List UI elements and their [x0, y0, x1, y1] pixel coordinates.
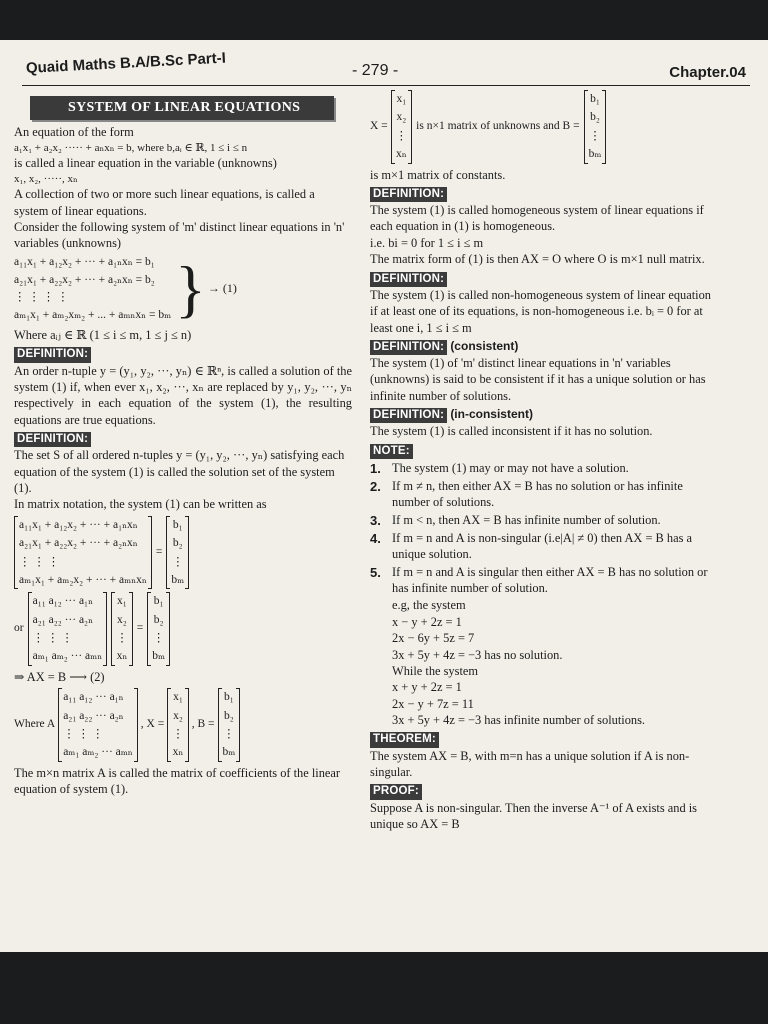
system-line: a₁₁x₁ + a₁₂x₂ + ··· + a₁ₙxₙ = b₁ — [14, 255, 155, 268]
b-description: is m×1 matrix of constants. — [370, 167, 506, 182]
linear-system-1 — [14, 254, 352, 325]
where-clause: Where aᵢⱼ ∈ ℝ (1 ≤ i ≤ m, 1 ≤ j ≤ n) — [14, 328, 192, 342]
x-vector: x₁ x₂ ⋮ xₙ — [111, 592, 133, 666]
coefficient-matrix-note: The m×n matrix A is called the matrix of coefficients of the linear equation of system (1). — [14, 765, 341, 797]
page-number: - 279 - — [352, 62, 399, 79]
definition-solution: An order n-tuple y = (y₁, y₂, ···, yₙ) ∈ ℝⁿ, is called a solution of the system (1) if, when ever x₁, x₂, ···, xₙ are replaced by y₁, y₂, ···, yₙ respectively in each equation of the system (1), the resulting equations are true equations. — [14, 363, 352, 427]
intro-equation: a₁x₁ + a₂x₂ ····· + aₙxₙ = b, where b,aᵢ ∈ ℝ, 1 ≤ i ≤ n — [14, 141, 248, 154]
equation-label-1: → (1) — [207, 281, 237, 296]
definition-consistent: The system (1) of 'm' distinct linear equations in 'n' variables (unknowns) is said to be consistent if it has a unique solution or has infinite number of solutions. — [370, 356, 706, 403]
section-banner: SYSTEM OF LINEAR EQUATIONS — [30, 96, 334, 120]
book-title: Quaid Maths B.A/B.Sc Part-I — [25, 49, 227, 77]
where-matrices: Where A a₁₁ a₁₂ ··· a₁ₙ a₂₁ a₂₂ ··· a₂ₙ ⋮ ⋮ ⋮ aₘ₁ aₘ₂ ··· aₘₙ , X = x₁ x₂ ⋮ xₙ , B = b₁ b₂ ⋮ bₘ — [14, 688, 352, 762]
list-item: 4. If m = n and A is non-singular (i.e|A| ≠ 0) then AX = B has a unique solution. — [370, 530, 693, 562]
example-label: While the system — [392, 663, 479, 678]
matrix-b: b₁ b₂ ⋮ bₘ — [218, 688, 241, 762]
definition-tag: DEFINITION: — [370, 187, 447, 202]
b-vector: b₁ b₂ ⋮ bₘ — [166, 516, 189, 590]
b-vector: b₁ b₂ ⋮ bₘ — [147, 592, 170, 666]
left-column — [14, 92, 352, 798]
page-header — [22, 50, 750, 86]
example-equation: 3x + 5y + 4z = −3 has no solution. — [392, 647, 563, 662]
chapter-label: Chapter.04 — [669, 64, 746, 81]
background-surface — [0, 952, 768, 1024]
matrix-notation-intro: In matrix notation, the system (1) can be written as — [14, 497, 267, 512]
example-equation: 3x + 5y + 4z = −3 has infinite number of solutions. — [392, 713, 646, 728]
definition-tag: DEFINITION: — [14, 347, 91, 362]
paragraph-collection: A collection of two or more such linear equations, is called a system of linear equations. — [14, 187, 315, 218]
example-equation: x − y + 2z = 1 — [392, 614, 462, 629]
matrix-row: ⋮ ⋮ ⋮ — [19, 555, 60, 568]
system-line: a₂₁x₁ + a₂₂x₂ + ··· + a₂ₙxₙ = b₂ — [14, 273, 155, 286]
equation-label-2: ⇒ AX = B ⟶ (2) — [14, 669, 105, 684]
matrix-form-1: a₁₁x₁ + a₁₂x₂ + ··· + a₁ₙxₙ a₂₁x₁ + a₂₂x₂ + ··· + a₂ₙxₙ ⋮ ⋮ ⋮ aₘ₁x₁ + aₘ₂x₂ + ··· + aₘₙxₙ = b₁ b₂ ⋮ bₘ — [14, 516, 352, 590]
variables-list: x₁, x₂, ·····, xₙ — [14, 172, 78, 185]
note-tag: NOTE: — [370, 444, 413, 459]
matrix-row: a₁₁x₁ + a₁₂x₂ + ··· + a₁ₙxₙ — [19, 518, 138, 531]
or-label: or — [14, 622, 24, 635]
x-description: is n×1 matrix of unknowns and B = — [416, 120, 580, 133]
theorem-text: The system AX = B, with m=n has a unique solution if A is non-singular. — [370, 748, 690, 780]
example-label: e.g, the system — [392, 598, 466, 613]
notes-list — [370, 460, 716, 597]
intro-text-2: is called a linear equation in the variable (unknowns) — [14, 156, 277, 171]
list-item: 5. If m = n and A is singular then either AX = B has no solution or has infinite number of solution. — [370, 564, 708, 596]
right-column — [370, 90, 716, 832]
list-item: 1. The system (1) may or may not have a solution. — [370, 460, 629, 476]
right-brace: } — [175, 253, 206, 325]
definition-homogeneous: The system (1) is called homogeneous system of linear equations if each equation in (1) is homogeneous. — [370, 203, 704, 234]
matrix-x: x₁ x₂ ⋮ xₙ — [391, 90, 413, 164]
system-line: ⋮ ⋮ ⋮ ⋮ — [14, 291, 69, 304]
definition-non-homogeneous: The system (1) is called non-homogeneous system of linear equation if at least one of its equations, is non-homogeneous i.e. bᵢ = 0 for at least one i, 1 ≤ i ≤ m — [370, 287, 712, 335]
coefficient-matrix: a₁₁ a₁₂ ··· a₁ₙ a₂₁ a₂₂ ··· a₂ₙ ⋮ ⋮ ⋮ aₘ₁ aₘ₂ ··· aₘₙ — [28, 592, 108, 666]
matrix-b: b₁ b₂ ⋮ bₘ — [584, 90, 607, 164]
example-equation: 2x − 6y + 5z = 7 — [392, 631, 475, 646]
matrix-x: x₁ x₂ ⋮ xₙ — [167, 688, 189, 762]
matrix-a: a₁₁ a₁₂ ··· a₁ₙ a₂₁ a₂₂ ··· a₂ₙ ⋮ ⋮ ⋮ aₘ₁ aₘ₂ ··· aₘₙ — [58, 688, 138, 762]
example-equation: 2x − y + 7z = 11 — [392, 696, 474, 711]
matrix-row: aₘ₁x₁ + aₘ₂x₂ + ··· + aₘₙxₙ — [19, 573, 147, 586]
definition-tag: DEFINITION: — [370, 272, 447, 287]
theorem-tag: THEOREM: — [370, 732, 439, 747]
paragraph-consider: Consider the following system of 'm' distinct linear equations in 'n' variables (unknowns) — [14, 220, 345, 251]
x-b-definition — [370, 90, 716, 164]
definition-tag: DEFINITION: — [14, 432, 91, 447]
proof-text: Suppose A is non-singular. Then the inverse A⁻¹ of A exists and is unique so AX = B — [370, 800, 698, 831]
definition-subtitle: (in-consistent) — [450, 407, 533, 422]
definition-subtitle: (consistent) — [450, 338, 519, 353]
list-item: 2. If m ≠ n, then either AX = B has no solution or has infinite number of solutions. — [370, 479, 683, 510]
definition-tag: DEFINITION: — [370, 408, 447, 423]
x-label: X = — [370, 120, 388, 133]
where-label: Where A — [14, 718, 56, 731]
list-item: 3. If m < n, then AX = B has infinite number of solution. — [370, 512, 661, 528]
example-equation: x + y + 2z = 1 — [392, 680, 462, 695]
matrix-row: a₂₁x₁ + a₂₂x₂ + ··· + a₂ₙxₙ — [19, 537, 138, 550]
system-line: aₘ₁x₁ + aₘ₂xₘ₂ + ... + aₘₙxₙ = bₘ — [14, 309, 172, 322]
definition-solution-set: The set S of all ordered n-tuples y = (y₁, y₂, ···, yₙ) satisfying each equation of the system (1) is called the solution set of the system (1). — [14, 448, 345, 495]
textbook-page — [0, 40, 768, 952]
homogeneous-condition: i.e. bi = 0 for 1 ≤ i ≤ m — [370, 235, 484, 250]
matrix-form-2: or a₁₁ a₁₂ ··· a₁ₙ a₂₁ a₂₂ ··· a₂ₙ ⋮ ⋮ ⋮ aₘ₁ aₘ₂ ··· aₘₙ x₁ x₂ ⋮ xₙ = b₁ b₂ ⋮ bₘ — [14, 592, 352, 666]
homogeneous-matrix-form: The matrix form of (1) is then AX = O where O is m×1 null matrix. — [370, 252, 705, 267]
definition-tag: DEFINITION: — [370, 340, 447, 355]
examples — [370, 597, 716, 728]
intro-text: An equation of the form — [14, 125, 134, 140]
definition-inconsistent: The system (1) is called inconsistent if it has no solution. — [370, 424, 653, 439]
proof-tag: PROOF: — [370, 784, 422, 799]
lhs-matrix — [14, 516, 152, 590]
